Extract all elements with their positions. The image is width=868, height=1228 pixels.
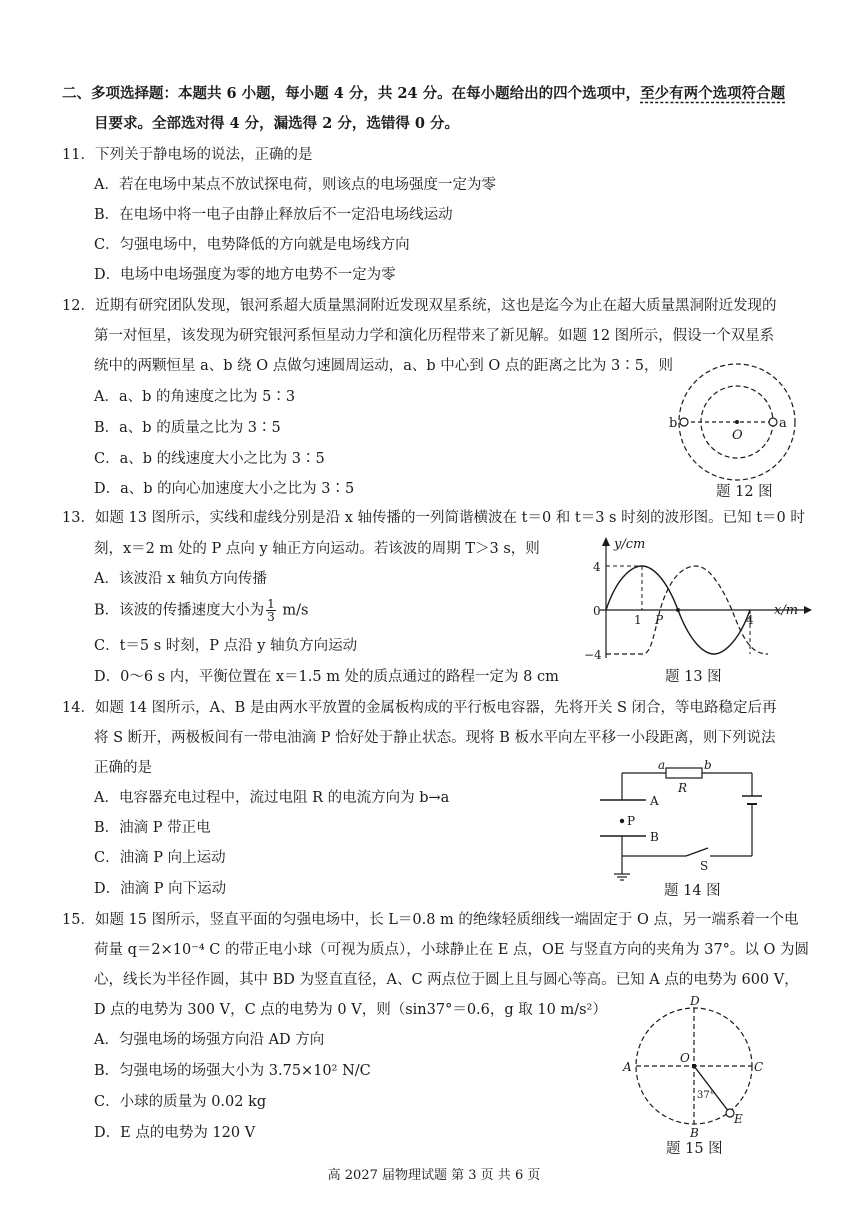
q12-option-d: D．a、b 的向心加速度大小之比为 3∶5 — [94, 481, 355, 497]
q12-caption: 题 12 图 — [716, 484, 773, 500]
q13-option-b — [94, 598, 308, 623]
q13-figure — [584, 534, 820, 664]
q13-x-arrow — [804, 606, 812, 614]
q14-option-b: B．油滴 P 带正电 — [94, 820, 211, 836]
q12-label-o: O — [732, 428, 743, 443]
q12-label-b: b — [669, 416, 678, 431]
q14-switch[interactable] — [686, 848, 708, 856]
q13-tick-neg4: −4 — [584, 648, 602, 662]
q14-label-s: S — [700, 859, 709, 873]
q14-resistor — [666, 768, 702, 778]
q15-stem-line1: 15．如题 15 图所示，竖直平面的匀强电场中，长 L＝0.8 m 的绝缘轻质细线一端固定于 O 点，另一端系着一个电 — [62, 912, 799, 928]
q12-option-c: C．a、b 的线速度大小之比为 3∶5 — [94, 451, 325, 467]
q14-option-d: D．油滴 P 向下运动 — [94, 881, 227, 897]
q13-tick-4: 4 — [593, 560, 601, 574]
q11-option-d: D．电场中电场强度为零的地方电势不一定为零 — [94, 267, 396, 283]
q13-option-b-fraction — [266, 598, 276, 623]
q13-option-a: A．该波沿 x 轴负方向传播 — [94, 571, 267, 587]
q14-figure — [596, 756, 776, 882]
q11-option-c: C．匀强电场中，电势降低的方向就是电场线方向 — [94, 237, 410, 253]
q13-option-b-unit: m/s — [282, 602, 309, 619]
q12-label-a: a — [779, 416, 787, 431]
q12-center-dot — [735, 420, 739, 424]
q11-option-b: B．在电场中将一电子由静止释放后不一定沿电场线运动 — [94, 207, 453, 223]
q13-stem-line2: 刻，x＝2 m 处的 P 点向 y 轴正方向运动。若该波的周期 T＞3 s，则 — [94, 541, 540, 557]
section-header-underlined: 至少有两个选项符合题 — [640, 85, 786, 102]
q12-figure — [665, 362, 805, 484]
q13-tick-0: 0 — [593, 604, 601, 618]
q12-star-b — [680, 418, 688, 426]
q13-point-p — [676, 608, 680, 612]
q15-label-angle: 37° — [697, 1090, 715, 1101]
q15-figure — [622, 996, 772, 1138]
q13-y-label: y/cm — [614, 537, 646, 552]
q14-label-a: a — [658, 758, 666, 772]
q14-oil-drop — [620, 819, 624, 823]
section-header-text: 二、多项选择题：本题共 6 小题，每小题 4 分，共 24 分。在每小题给出的四个选项中， — [62, 85, 641, 102]
q11-option-a: A．若在电场中某点不放试探电荷，则该点的电场强度一定为零 — [94, 177, 496, 193]
q14-stem-line3: 正确的是 — [94, 760, 152, 776]
q15-label-a: A — [623, 1060, 632, 1074]
q12-star-a — [769, 418, 777, 426]
q13-option-c: C．t＝5 s 时刻，P 点沿 y 轴负方向运动 — [94, 638, 358, 654]
q13-stem-line1: 13．如题 13 图所示，实线和虚线分别是沿 x 轴传播的一列简谐横波在 t＝0 和 t＝3 s 时刻的波形图。已知 t＝0 时 — [62, 510, 805, 526]
q15-label-e: E — [734, 1112, 743, 1126]
q11-stem: 11．下列关于静电场的说法，正确的是 — [62, 147, 313, 163]
q14-label-plate-a: A — [650, 794, 659, 808]
q13-fraction-denominator: 3 — [267, 610, 275, 624]
q15-stem-line2: 荷量 q＝2×10⁻⁴ C 的带正电小球（可视为质点），小球静止在 E 点，OE 与竖直方向的夹角为 37°。以 O 为圆 — [94, 942, 810, 958]
q15-label-o: O — [680, 1051, 690, 1065]
q12-stem-line2: 第一对恒星，该发现为研究银河系恒星动力学和演化历程带来了新见解。如题 12 图所示，假设一个双星系 — [94, 328, 775, 344]
q14-option-c: C．油滴 P 向上运动 — [94, 850, 226, 866]
q15-option-c: C．小球的质量为 0.02 kg — [94, 1094, 267, 1110]
q12-option-a: A．a、b 的角速度之比为 5∶3 — [94, 389, 296, 405]
q14-label-p: P — [627, 814, 636, 828]
q15-ball-e — [726, 1109, 734, 1117]
page-footer: 高 2027 届物理试题 第 3 页 共 6 页 — [327, 1168, 541, 1183]
section-header-line2: 目要求。全部选对得 4 分，漏选得 2 分，选错得 0 分。 — [94, 115, 460, 132]
q13-option-d: D．0～6 s 内，平衡位置在 x＝1.5 m 处的质点通过的路程一定为 8 cm — [94, 669, 559, 685]
q15-option-b: B．匀强电场的场强大小为 3.75×10² N/C — [94, 1063, 371, 1079]
q15-stem-line4: D 点的电势为 300 V，C 点的电势为 0 V，则（sin37°＝0.6，g 取 10 m/s²） — [94, 1002, 607, 1018]
section-header-line1 — [62, 84, 785, 104]
q15-thread-oe — [694, 1066, 729, 1112]
q12-stem-line3: 统中的两颗恒星 a、b 绕 O 点做匀速圆周运动，a、b 中心到 O 点的距离之比为 3∶5，则 — [94, 358, 673, 374]
q13-caption: 题 13 图 — [665, 669, 722, 685]
q15-label-b: B — [690, 1126, 699, 1140]
q14-stem-line2: 将 S 断开，两极板间有一带电油滴 P 恰好处于静止状态。现将 B 板水平向左平移一小段距离，则下列说法 — [94, 730, 776, 746]
q14-stem-line1: 14．如题 14 图所示，A、B 是由两水平放置的金属板构成的平行板电容器，先将开关 S 闭合，等电路稳定后再 — [62, 700, 777, 716]
q13-tick-x1: 1 — [634, 613, 642, 627]
q15-option-a: A．匀强电场的场强方向沿 AD 方向 — [94, 1032, 325, 1048]
q15-option-d: D．E 点的电势为 120 V — [94, 1125, 256, 1141]
q15-caption: 题 15 图 — [666, 1141, 723, 1157]
q14-label-r: R — [678, 781, 688, 795]
q15-label-c: C — [754, 1060, 764, 1074]
q13-x-label: x/m — [774, 603, 799, 618]
q12-option-b: B．a、b 的质量之比为 3∶5 — [94, 420, 281, 436]
q13-tick-x4: 4 — [746, 613, 754, 627]
q14-label-plate-b: B — [650, 830, 659, 844]
q13-option-b-text: B．该波的传播速度大小为 — [94, 602, 265, 619]
q13-y-arrow — [602, 537, 610, 546]
q15-label-d: D — [690, 994, 700, 1008]
q14-label-b: b — [704, 758, 712, 772]
q13-label-p: P — [655, 613, 664, 627]
q15-stem-line3: 心，线长为半径作圆，其中 BD 为竖直直径，A、C 两点位于圆上且与圆心等高。已知 A 点的电势为 600 V， — [94, 972, 799, 988]
q12-stem-line1: 12．近期有研究团队发现，银河系超大质量黑洞附近发现双星系统，这也是迄今为止在超大质量黑洞附近发现的 — [62, 298, 777, 314]
q14-caption: 题 14 图 — [664, 883, 721, 899]
q13-fraction-numerator: 1 — [267, 597, 275, 611]
q14-option-a: A．电容器充电过程中，流过电阻 R 的电流方向为 b→a — [94, 790, 450, 806]
